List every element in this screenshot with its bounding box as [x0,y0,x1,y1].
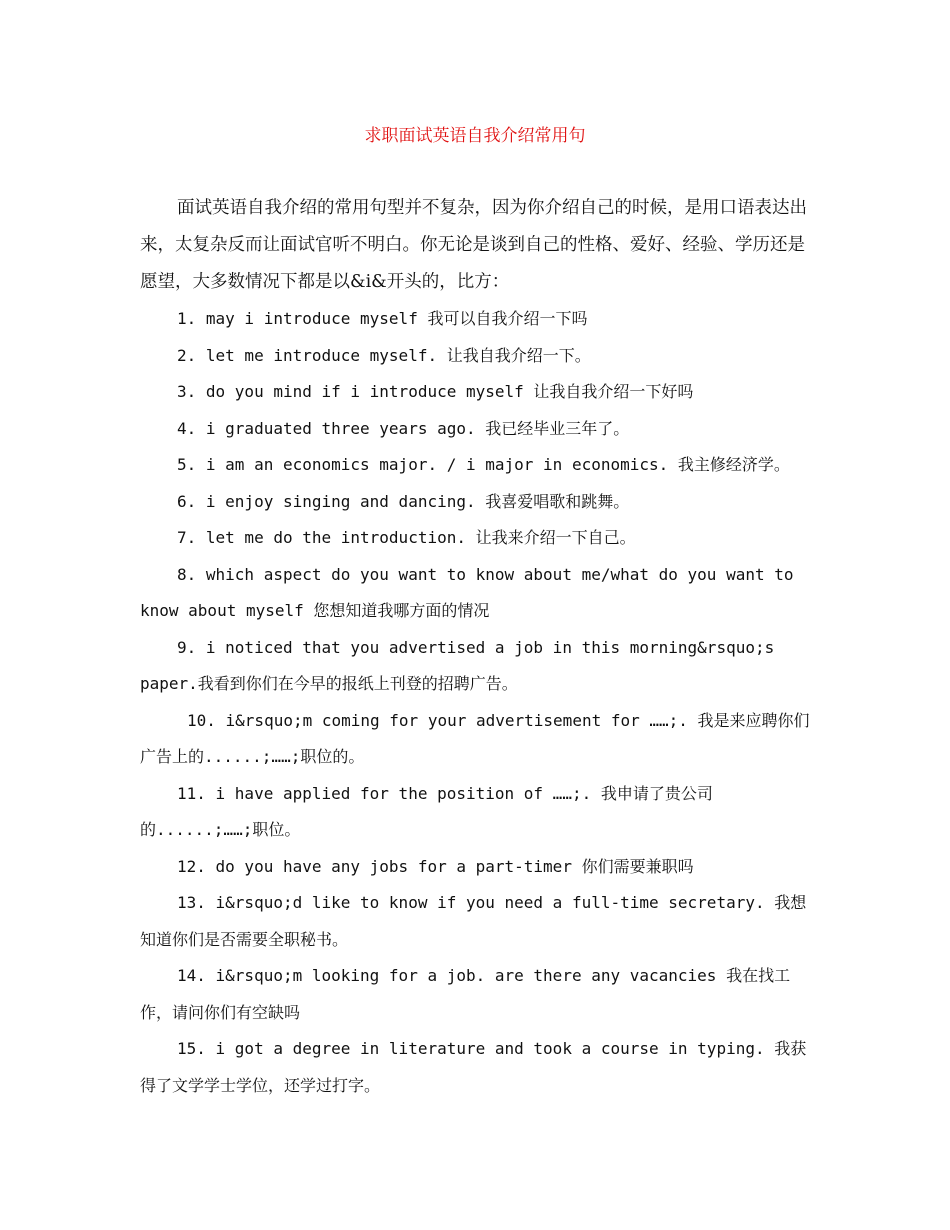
list-item: 5. i am an economics major. / i major in economics. 我主修经济学。 [177,455,790,474]
list-item: 12. do you have any jobs for a part-timer 你们需要兼职吗 [177,856,694,876]
document-body [140,190,812,1104]
document-title: 求职面试英语自我介绍常用句 [364,126,586,146]
list-item: 15. i got a degree in literature and took a course in typing. 我获得了文学学士学位，还学过打字。 [140,1039,807,1095]
list-item: 11. i have applied for the position of ……;. 我申请了贵公司的......;……;职位。 [140,783,713,839]
list-item: 3. do you mind if i introduce myself 让我自我介绍一下好吗 [177,382,694,401]
list-item: 7. let me do the introduction. 让我来介绍一下自己。 [177,528,636,547]
list-item: 1. may i introduce myself 我可以自我介绍一下吗 [177,309,588,328]
intro-paragraph: 面试英语自我介绍的常用句型并不复杂，因为你介绍自己的时候，是用口语表达出来，太复杂反而让面试官听不明白。你无论是谈到自己的性格、爱好、经验、学历还是愿望，大多数情况下都是以&i&开头的，比方： [140,198,807,292]
list-item: 9. i noticed that you advertised a job in this morning&rsquo;s paper.我看到你们在今早的报纸上刊登的招聘广告。 [140,637,775,693]
list-item: 4. i graduated three years ago. 我已经毕业三年了。 [177,418,630,438]
list-item: 13. i&rsquo;d like to know if you need a full-time secretary. 我想知道你们是否需要全职秘书。 [140,893,807,949]
list-item: 2. let me introduce myself. 让我自我介绍一下。 [177,345,591,365]
list-item: 8. which aspect do you want to know about me/what do you want to know about myself 您想知道我哪方面的情况 [140,564,794,620]
list-item: 6. i enjoy singing and dancing. 我喜爱唱歌和跳舞。 [177,491,630,511]
list-item: 14. i&rsquo;m looking for a job. are there any vacancies 我在找工作，请问你们有空缺吗 [140,966,791,1022]
list-item: 10. i&rsquo;m coming for your advertisement for ……;. 我是来应聘你们广告上的......;……;职位的。 [140,710,810,766]
